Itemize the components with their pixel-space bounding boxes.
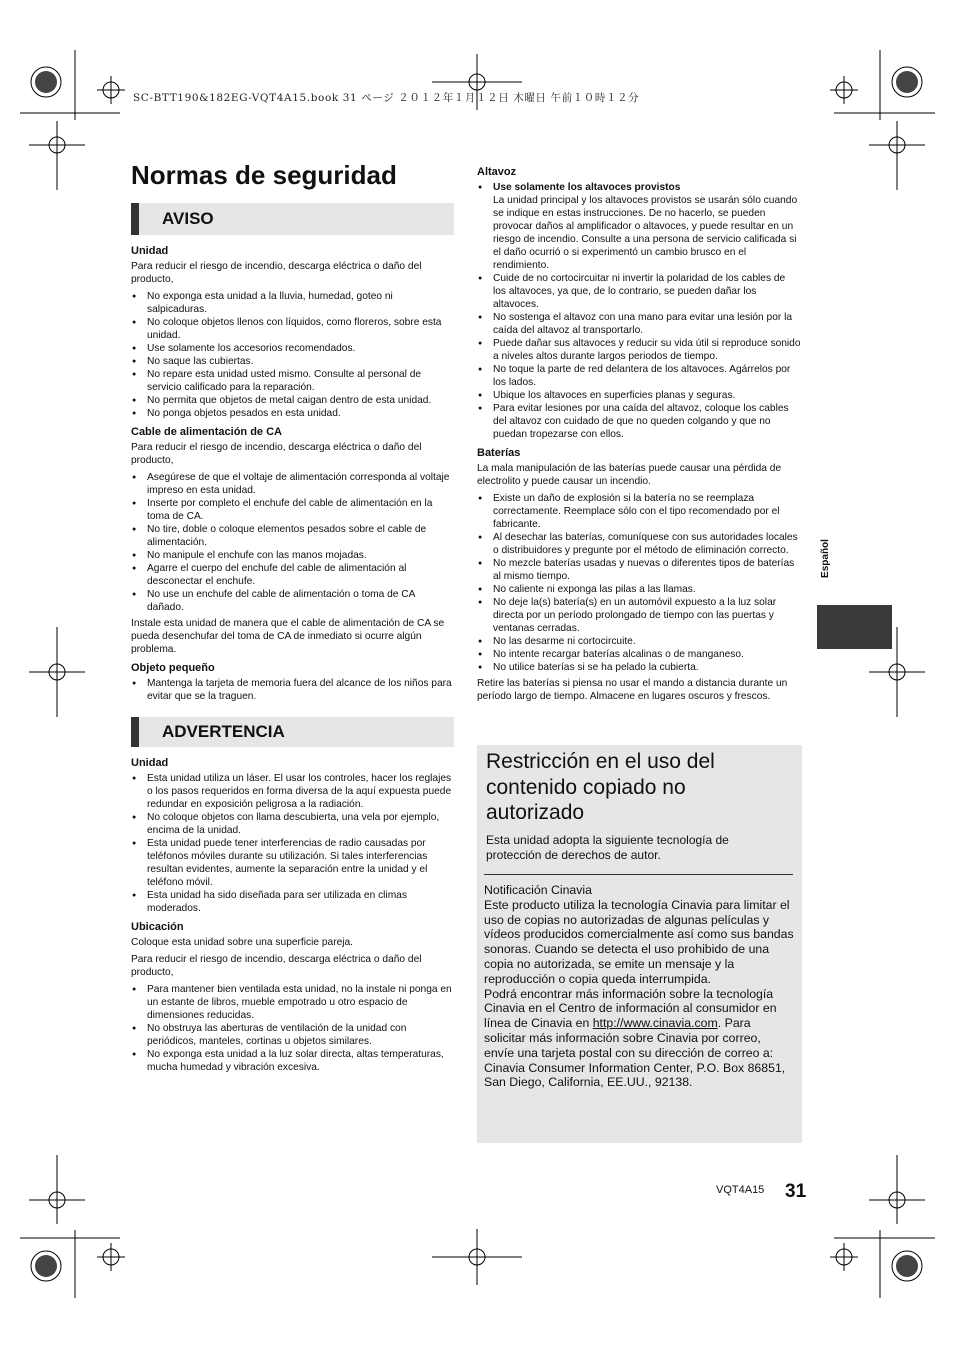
altavoz-lead-text: La unidad principal y los altavoces provistos se usarán sólo cuando se indique en estas instrucciones. De no hacerlo, se pueden provocar daños al amplificador o altavoces, y puede resultar en un riesgo de incendio. Consulte a una persona de servicio calificada si el daño ocurrió o si experimentó un cambio brusco en el rendimiento. (493, 195, 798, 271)
list-item: ● No exponga esta unidad a la lluvia, humedad, goteo ni salpicaduras. (131, 290, 454, 316)
list-item: ● No sostenga el altavoz con una mano para evitar una lesión por la caída del altavoz al transportarlo. (477, 311, 801, 337)
list-item: ● Esta unidad ha sido diseñada para ser utilizada en climas moderados. (131, 889, 454, 915)
list-item: ● No coloque objetos con llama descubierta, una vela por ejemplo, encima de la unidad. (131, 811, 454, 837)
list-item: ● Al desechar las baterías, comuníquese con sus autoridades locales o distribuidores y pregunte por el método de eliminación correcto. (477, 531, 801, 557)
altavoz-title: Altavoz (477, 166, 517, 178)
aviso-objeto-title: Objeto pequeño (131, 662, 215, 674)
list-item: ● No deje la(s) batería(s) en un automóvil expuesto a la luz solar directa por un período prolongado de tiempo con las puertas y ventanas cerradas. (477, 596, 801, 635)
page-title: Normas de seguridad (131, 160, 397, 190)
list-item: ● Ubique los altavoces en superficies planas y seguras. (477, 389, 801, 402)
advertencia-unidad-list (131, 772, 454, 915)
list-item: ● Inserte por completo el enchufe del cable de alimentación en la toma de CA. (131, 497, 454, 523)
cinavia-notice (484, 883, 794, 1090)
list-item: ● No tire, doble o coloque elementos pesados sobre el cable de alimentación. (131, 523, 454, 549)
restriction-divider (484, 874, 793, 875)
list-item: ● No exponga esta unidad a la luz solar directa, altas temperaturas, mucha humedad y vibración excesiva. (131, 1048, 454, 1074)
list-item: ● No permita que objetos de metal caigan dentro de esta unidad. (131, 394, 454, 407)
advertencia-heading: ADVERTENCIA (131, 717, 454, 747)
advertencia-unidad-title: Unidad (131, 757, 169, 769)
language-text: Español (819, 539, 831, 578)
list-item: ● Puede dañar sus altavoces y reducir su vida útil si reproduce sonido a niveles altos durante largos periodos de tiempo. (477, 337, 801, 363)
aviso-cable-title: Cable de alimentación de CA (131, 426, 282, 438)
left-column (131, 203, 454, 1077)
cinavia-link[interactable]: http://www.cinavia.com (592, 1016, 718, 1031)
baterias-list (477, 492, 801, 674)
language-label (818, 535, 838, 590)
section-tab (817, 605, 892, 649)
model-code: VQT4A15 (716, 1184, 765, 1196)
cinavia-para2-a: Podrá encontrar más información sobre la tecnología Cinavia en el Centro de información al consumidor en línea de Cinavia en (484, 986, 777, 1031)
list-item: ● No mezcle baterías usadas y nuevas o diferentes tipos de baterías al mismo tiempo. (477, 557, 801, 583)
list-item: ● No manipule el enchufe con las manos mojadas. (131, 549, 454, 562)
baterias-title: Baterías (477, 447, 521, 459)
baterias-note: Retire las baterías si piensa no usar el mando a distancia durante un período largo de tiempo. Almacene en lugares oscuros y frescos. (477, 678, 788, 702)
aviso-objeto-list (131, 677, 454, 703)
cinavia-para2-b: . Para solicitar más información sobre Cinavia por correo, envíe una tarjeta postal con su dirección de correo a: Cinavia Consumer Information Center, P.O. Box 86851, San Diego, California, EE.UU., 92138. (484, 1016, 786, 1090)
list-item: ● Esta unidad puede tener interferencias de radio causadas por teléfonos móviles durante su utilización. Si tales interferencias resultan evidentes, aumente la separación entre la unidad y el teléfono móvil. (131, 837, 454, 889)
advertencia-ubicacion-list (131, 983, 454, 1074)
restriction-title: Restricción en el uso del contenido copiado no autorizado (486, 750, 715, 824)
list-item: ● Mantenga la tarjeta de memoria fuera del alcance de los niños para evitar que se la traguen. (131, 677, 454, 703)
aviso-unidad-title: Unidad (131, 245, 169, 257)
list-item: ● No repare esta unidad usted mismo. Consulte al personal de servicio calificado para la reparación. (131, 368, 454, 394)
page-number: 31 (785, 1181, 807, 1202)
aviso-unidad-intro: Para reducir el riesgo de incendio, descarga eléctrica o daño del producto, (131, 261, 422, 285)
baterias-intro: La mala manipulación de las baterías puede causar una pérdida de electrolito y puede causar un incendio. (477, 463, 782, 487)
cinavia-para1: Este producto utiliza la tecnología Cinavia para limitar el uso de copias no autorizadas de algunas películas y vídeos producidos comercialmente así como sus bandas sonoras. Cuando se detecta el uso prohibido de una copia no autorizada, se emite un mensaje y la reproducción o copia queda interrumpida. (484, 897, 794, 986)
list-item: ● Esta unidad utiliza un láser. El usar los controles, hacer los reglajes o los pasos requeridos en forma diversa de la aquí expuesta puede redundar en exposición peligrosa a la radiación. (131, 772, 454, 811)
print-header: SC-BTT190&182EG-VQT4A15.book 31 ページ ２０１２年１月１２日 木曜日 午前１０時１２分 (133, 92, 640, 104)
list-item: ● No utilice baterías si se ha pelado la cubierta. (477, 661, 801, 674)
altavoz-list (477, 181, 801, 441)
list-item: ● No intente recargar baterías alcalinas o de manganeso. (477, 648, 801, 661)
aviso-cable-intro: Para reducir el riesgo de incendio, descarga eléctrica o daño del producto, (131, 442, 422, 466)
right-column (477, 166, 801, 707)
restriction-intro: Esta unidad adopta la siguiente tecnología de protección de derechos de autor. (486, 833, 729, 862)
cinavia-title: Notificación Cinavia (484, 883, 592, 897)
list-item: ● Para evitar lesiones por una caída del altavoz, coloque los cables del altavoz con cuidado de que no queden colgando y que no puedan tropezarse con ellos. (477, 402, 801, 441)
list-item: ● Asegúrese de que el voltaje de alimentación corresponda al voltaje impreso en esta unidad. (131, 471, 454, 497)
restriction-box (477, 745, 802, 1143)
advertencia-ubicacion-line1: Coloque esta unidad sobre una superficie pareja. (131, 937, 354, 948)
list-item: ● No caliente ni exponga las pilas a las llamas. (477, 583, 801, 596)
aviso-cable-note: Instale esta unidad de manera que el cable de alimentación de CA se pueda desenchufar del toma de CA de inmediato si ocurre algún problema. (131, 618, 445, 655)
list-item: ● Use solamente los accesorios recomendados. (131, 342, 454, 355)
advertencia-ubicacion-title: Ubicación (131, 921, 184, 933)
list-item: ● No obstruya las aberturas de ventilación de la unidad con periódicos, manteles, cortinas u objetos similares. (131, 1022, 454, 1048)
list-item: ● Cuide de no cortocircuitar ni invertir la polaridad de los cables de los altavoces, ya que, de lo contrario, se pueden dañar los altavoces. (477, 272, 801, 311)
list-item: ● No coloque objetos llenos con líquidos, como floreros, sobre esta unidad. (131, 316, 454, 342)
aviso-unidad-list (131, 290, 454, 420)
cinavia-para2 (484, 987, 794, 1091)
list-item: ● No toque la parte de red delantera de los altavoces. Agárrelos por los lados. (477, 363, 801, 389)
list-item: ● Para mantener bien ventilada esta unidad, no la instale ni ponga en un estante de libros, mueble empotrado u otro espacio de dimensiones reducidas. (131, 983, 454, 1022)
list-item: ● No saque las cubiertas. (131, 355, 454, 368)
altavoz-lead-bold: ● Use solamente los altavoces provistos (493, 182, 681, 193)
list-item (477, 181, 801, 272)
aviso-heading: AVISO (131, 203, 454, 235)
list-item: ● Existe un daño de explosión si la batería no se reemplaza correctamente. Reemplace sólo con el tipo recomendado por el fabricante. (477, 492, 801, 531)
list-item: ● No use un enchufe del cable de alimentación o toma de CA dañado. (131, 588, 454, 614)
list-item: ● Agarre el cuerpo del enchufe del cable de alimentación al desconectar el enchufe. (131, 562, 454, 588)
advertencia-ubicacion-intro: Para reducir el riesgo de incendio, descarga eléctrica o daño del producto, (131, 954, 422, 978)
list-item: ● No las desarme ni cortocircuite. (477, 635, 801, 648)
list-item: ● No ponga objetos pesados en esta unidad. (131, 407, 454, 420)
aviso-cable-list (131, 471, 454, 614)
